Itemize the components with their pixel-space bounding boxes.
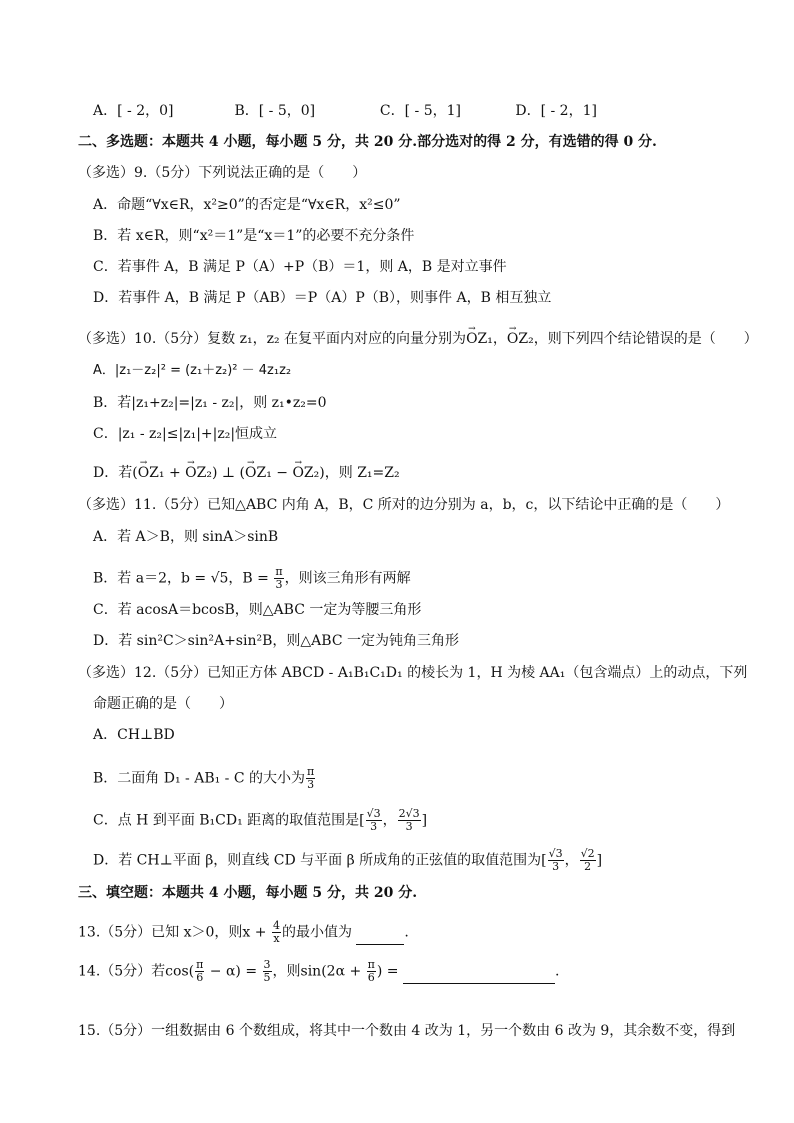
q9-option-c: C．若事件 A，B 满足 P（A）+P（B）＝1，则 A，B 是对立事件: [93, 259, 507, 275]
q11-stem: （多选）11.（5分）已知△ABC 内角 A，B，C 所对的边分别为 a，b，c，以下结论中正确的是（ ）: [78, 497, 730, 513]
option-a: A．[ - 2，0]: [93, 103, 174, 119]
q10-option-d: D．若(→ OZ₁ + → OZ₂) ⊥ (→ OZ₁ − → OZ₂)，则 Z₁=Z₂: [93, 464, 400, 482]
q14: 14.（5分）若cos( $\frac{\pi}{6}$ − α) = $\frac{3}{5}$ ，则sin(2α + $\frac{\pi}{6}$ ) = .: [78, 958, 560, 984]
q10-option-a: A．|z₁－z₂|² = (z₁＋z₂)² － 4z₁z₂: [93, 363, 292, 378]
fraction: $\frac{3}{5}$: [263, 958, 271, 984]
q9-stem: （多选）9.（5分）下列说法正确的是（ ）: [78, 165, 367, 181]
q12-option-b: B．二面角 D₁ - AB₁ - C 的大小为 $\frac{\pi}{3}$: [93, 765, 315, 791]
option-d: D．[ - 2，1]: [515, 103, 597, 119]
fraction: $\frac{√2}{2}$: [580, 847, 595, 873]
vector-oz1: → OZ₁: [466, 330, 493, 348]
q12-option-a: A．CH⊥BD: [93, 727, 175, 743]
q11-option-b: B．若 a＝2，b = √5，B = $\frac{\pi}{3}$ ，则该三角形有两解: [93, 565, 411, 591]
q11-option-d: D．若 sin²C＞sin²A+sin²B，则△ABC 一定为钝角三角形: [93, 633, 459, 649]
vector-oz2: → OZ₂: [507, 330, 534, 348]
option-b: B．[ - 5，0]: [234, 103, 316, 119]
answer-blank[interactable]: [356, 930, 404, 945]
q15: 15.（5分）一组数据由 6 个数组成，将其中一个数由 4 改为 1，另一个数由 6 改为 9，其余数不变，得到: [78, 1023, 736, 1039]
fraction: $\frac{\pi}{3}$: [275, 565, 283, 591]
q9-option-b: B．若 x∈R，则“x²＝1”是“x＝1”的必要不充分条件: [93, 228, 415, 244]
q8-options: [93, 102, 597, 120]
fraction: $\frac{2√3}{3}$: [398, 807, 420, 833]
section-multi-choice-heading: 二、多选题：本题共 4 小题，每小题 5 分，共 20 分.部分选对的得 2 分，有选错的得 0 分.: [78, 134, 657, 150]
q12-stem-line1: （多选）12.（5分）已知正方体 ABCD - A₁B₁C₁D₁ 的棱长为 1，H 为棱 AA₁（包含端点）上的动点，下列: [78, 665, 748, 681]
q11-option-a: A．若 A＞B，则 sinA＞sinB: [93, 529, 279, 545]
q10-option-c: C．|z₁ - z₂|≤|z₁|+|z₂|恒成立: [93, 426, 278, 442]
fraction: $\frac{√3}{3}$: [548, 847, 563, 873]
fraction: $\frac{\pi}{6}$: [196, 958, 204, 984]
q13: 13.（5分）已知 x＞0，则x + $\frac{4}{x}$ 的最小值为 .: [78, 919, 409, 945]
fraction: $\frac{\pi}{6}$: [367, 958, 375, 984]
section-fill-in-heading: 三、填空题：本题共 4 小题，每小题 5 分，共 20 分.: [78, 885, 418, 901]
q11-option-c: C．若 acosA＝bcosB，则△ABC 一定为等腰三角形: [93, 602, 422, 618]
fraction: $\frac{√3}{3}$: [366, 807, 381, 833]
q12-option-d: D．若 CH⊥平面 β，则直线 CD 与平面 β 所成角的正弦值的取值范围为[ $\frac{√3}{3}$ ， $\frac{√2}{2}$ ]: [93, 847, 603, 873]
q12-stem-line2: 命题正确的是（ ）: [93, 696, 233, 712]
q12-option-c: C．点 H 到平面 B₁CD₁ 距离的取值范围是[ $\frac{√3}{3}$ ， $\frac{2√3}{3}$ ]: [93, 807, 428, 833]
q10-stem: （多选）10.（5分）复数 z₁，z₂ 在复平面内对应的向量分别为→ OZ₁，→ OZ₂，则下列四个结论错误的是（ ）: [78, 330, 758, 348]
q9-option-d: D．若事件 A，B 满足 P（AB）＝P（A）P（B），则事件 A，B 相互独立: [93, 290, 552, 306]
fraction: $\frac{\pi}{3}$: [307, 765, 315, 791]
fraction: $\frac{4}{x}$: [272, 919, 280, 945]
q10-option-b: B．若|z₁+z₂|=|z₁ - z₂|，则 z₁•z₂=0: [93, 395, 327, 411]
answer-blank[interactable]: [403, 969, 555, 984]
q9-option-a: A．命题“∀x∈R，x²≥0”的否定是“∀x∈R，x²≤0”: [93, 197, 401, 213]
option-c: C．[ - 5，1]: [379, 103, 461, 119]
